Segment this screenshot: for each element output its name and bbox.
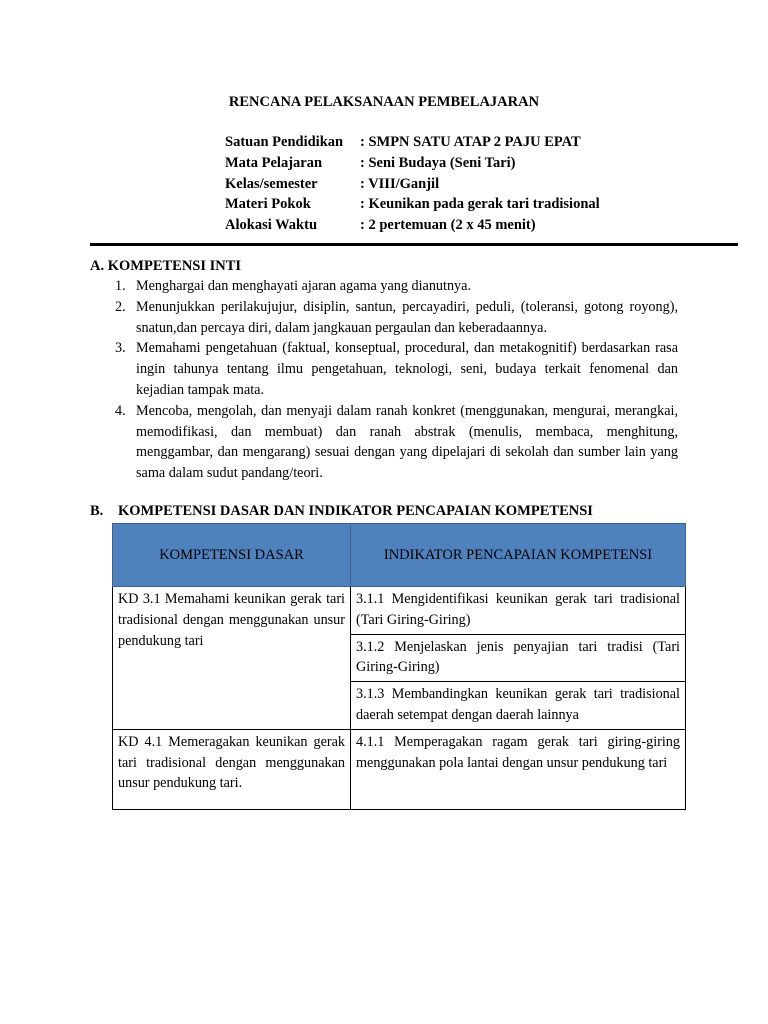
item-number: 2. bbox=[115, 298, 126, 315]
header-kompetensi-dasar: KOMPETENSI DASAR bbox=[113, 524, 351, 587]
info-value: : VIII/Ganjil bbox=[360, 175, 440, 192]
item-text: Menunjukkan perilakujujur, disiplin, santun, percayadiri, peduli, (toleransi, gotong royong), snatun,dan percaya diri, dalam jangkauan pergaulan dan keberadaannya. bbox=[136, 298, 678, 336]
table-row bbox=[113, 587, 686, 635]
info-row-satuan bbox=[225, 132, 600, 153]
section-letter: B. bbox=[90, 503, 104, 519]
list-item bbox=[115, 338, 678, 400]
divider bbox=[90, 243, 738, 246]
info-value: : SMPN SATU ATAP 2 PAJU EPAT bbox=[360, 134, 581, 150]
info-value: : Seni Budaya (Seni Tari) bbox=[360, 154, 516, 171]
info-label: Kelas/semester bbox=[225, 175, 318, 192]
info-row-alokasi bbox=[225, 215, 600, 236]
identity-block bbox=[225, 132, 600, 236]
info-label: Materi Pokok bbox=[225, 196, 311, 213]
item-number: 1. bbox=[115, 278, 126, 294]
table-row bbox=[113, 729, 686, 809]
header-indikator: INDIKATOR PENCAPAIAN KOMPETENSI bbox=[351, 524, 686, 587]
list-item bbox=[115, 401, 678, 484]
list-item bbox=[115, 297, 678, 339]
indikator-cell: 3.1.3 Membandingkan keunikan gerak tari tradisional daerah setempat dengan daerah lainnya bbox=[351, 682, 686, 730]
table-header-row bbox=[113, 524, 686, 587]
item-text: Menghargai dan menghayati ajaran agama yang dianutnya. bbox=[136, 278, 471, 294]
list-item bbox=[115, 276, 678, 297]
item-number: 3. bbox=[115, 340, 126, 357]
info-row-kelas bbox=[225, 174, 600, 195]
info-label: Mata Pelajaran bbox=[225, 154, 323, 171]
item-text: Memahami pengetahuan (faktual, konseptual, procedural, dan metakognitif) berdasarkan rasa ingin tahunya tentang ilmu pengetahuan, teknologi, seni, budaya terkait fenomenal dan kejadian tampak mata. bbox=[136, 340, 678, 398]
info-value: : 2 pertemuan (2 x 45 menit) bbox=[360, 217, 536, 234]
indikator-cell: 3.1.2 Menjelaskan jenis penyajian tari tradisi (Tari Giring-Giring) bbox=[351, 634, 686, 682]
kd-indikator-table bbox=[112, 523, 686, 810]
item-text: Mencoba, mengolah, dan menyaji dalam ranah konkret (menggunakan, mengurai, merangkai, memodifikasi, dan membuat) dan ranah abstrak (menulis, membaca, menghitung, menggambar, dan mengarang) sesuai dengan yang dipelajari di sekolah dan sumber lain yang sama dalam sudut pandang/teori. bbox=[136, 402, 678, 482]
section-b-heading bbox=[90, 501, 593, 522]
section-a-heading: A. KOMPETENSI INTI bbox=[90, 258, 242, 274]
indikator-cell: 3.1.1 Mengidentifikasi keunikan gerak tari tradisional (Tari Giring-Giring) bbox=[351, 587, 686, 635]
kd-cell: KD 4.1 Memeragakan keunikan gerak tari tradisional dengan menggunakan unsur pendukung tari. bbox=[113, 729, 351, 809]
info-label: Alokasi Waktu bbox=[225, 217, 318, 234]
kd-cell: KD 3.1 Memahami keunikan gerak tari tradisional dengan menggunakan unsur pendukung tari bbox=[113, 587, 351, 730]
info-row-mapel bbox=[225, 153, 600, 174]
kompetensi-inti-list bbox=[115, 276, 678, 484]
section-title: KOMPETENSI DASAR DAN INDIKATOR PENCAPAIAN KOMPETENSI bbox=[118, 503, 593, 519]
info-label: Satuan Pendidikan bbox=[225, 134, 344, 150]
document-title: RENCANA PELAKSANAAN PEMBELAJARAN bbox=[228, 94, 540, 110]
info-value: : Keunikan pada gerak tari tradisional bbox=[360, 196, 600, 213]
indikator-cell: 4.1.1 Memperagakan ragam gerak tari giring-giring menggunakan pola lantai dengan unsur pendukung tari bbox=[351, 729, 686, 809]
item-number: 4. bbox=[115, 402, 126, 419]
info-row-materi bbox=[225, 194, 600, 215]
